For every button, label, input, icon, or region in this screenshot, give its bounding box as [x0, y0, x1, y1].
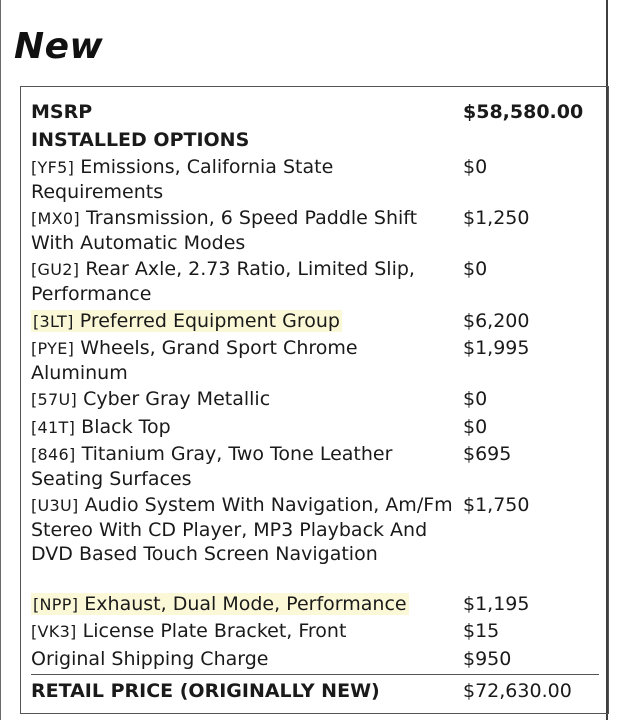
- option-description: [31, 415, 456, 440]
- option-highlight: [31, 593, 409, 615]
- msrp-label: MSRP: [31, 101, 93, 123]
- option-highlight: [31, 310, 342, 332]
- page-heading: New: [14, 26, 104, 67]
- option-price: $1,250: [463, 207, 530, 229]
- option-description: [31, 336, 456, 385]
- shipping-label: Original Shipping Charge: [31, 648, 269, 670]
- window-sticker-table: [20, 86, 609, 714]
- option-text: Audio System With Navigation, Am/Fm Stereo With CD Player, MP3 Playback And DVD Based Touch Screen Navigation: [31, 494, 453, 565]
- option-description: [31, 309, 456, 334]
- total-divider: [31, 674, 599, 675]
- option-price: $695: [463, 443, 512, 465]
- option-code: [GU2]: [31, 260, 80, 279]
- option-price: $0: [463, 416, 488, 438]
- option-text: Black Top: [81, 416, 171, 438]
- option-code: [MX0]: [31, 209, 80, 228]
- option-description: [31, 493, 456, 566]
- option-description: [31, 592, 456, 617]
- option-price: $0: [463, 258, 488, 280]
- option-price: $1,995: [463, 337, 530, 359]
- option-code: [U3U]: [31, 496, 79, 515]
- option-code: [VK3]: [31, 622, 77, 641]
- installed-options-label: INSTALLED OPTIONS: [31, 129, 250, 151]
- option-code: [NPP]: [33, 595, 79, 614]
- option-code: [41T]: [31, 418, 76, 437]
- option-price: $1,750: [463, 494, 530, 516]
- option-text: Exhaust, Dual Mode, Performance: [84, 593, 407, 615]
- option-code: [57U]: [31, 390, 78, 409]
- option-code: [846]: [31, 445, 76, 464]
- option-price: $0: [463, 388, 488, 410]
- option-text: Emissions, California State Requirements: [31, 156, 334, 203]
- msrp-price: $58,580.00: [463, 101, 584, 123]
- option-text: Wheels, Grand Sport Chrome Aluminum: [31, 337, 358, 384]
- option-code: [YF5]: [31, 158, 75, 177]
- option-price: $6,200: [463, 310, 530, 332]
- option-code: [PYE]: [31, 339, 75, 358]
- option-price: $15: [463, 620, 500, 642]
- option-code: [3LT]: [33, 312, 74, 331]
- option-text: Cyber Gray Metallic: [83, 388, 271, 410]
- option-description: [31, 155, 456, 204]
- option-text: Rear Axle, 2.73 Ratio, Limited Slip, Performance: [31, 258, 415, 305]
- option-description: [31, 206, 456, 255]
- option-text: License Plate Bracket, Front: [82, 620, 347, 642]
- option-description: [31, 387, 456, 412]
- option-description: [31, 442, 456, 491]
- option-text: Titanium Gray, Two Tone Leather Seating Surfaces: [31, 443, 393, 490]
- option-description: [31, 619, 456, 644]
- option-price: $1,195: [463, 593, 530, 615]
- total-price: $72,630.00: [463, 680, 572, 702]
- option-text: Preferred Equipment Group: [79, 310, 340, 332]
- option-text: Transmission, 6 Speed Paddle Shift With Automatic Modes: [31, 207, 418, 254]
- shipping-price: $950: [463, 648, 512, 670]
- option-description: [31, 257, 456, 306]
- option-price: $0: [463, 156, 488, 178]
- total-label: RETAIL PRICE (ORIGINALLY NEW): [31, 680, 380, 702]
